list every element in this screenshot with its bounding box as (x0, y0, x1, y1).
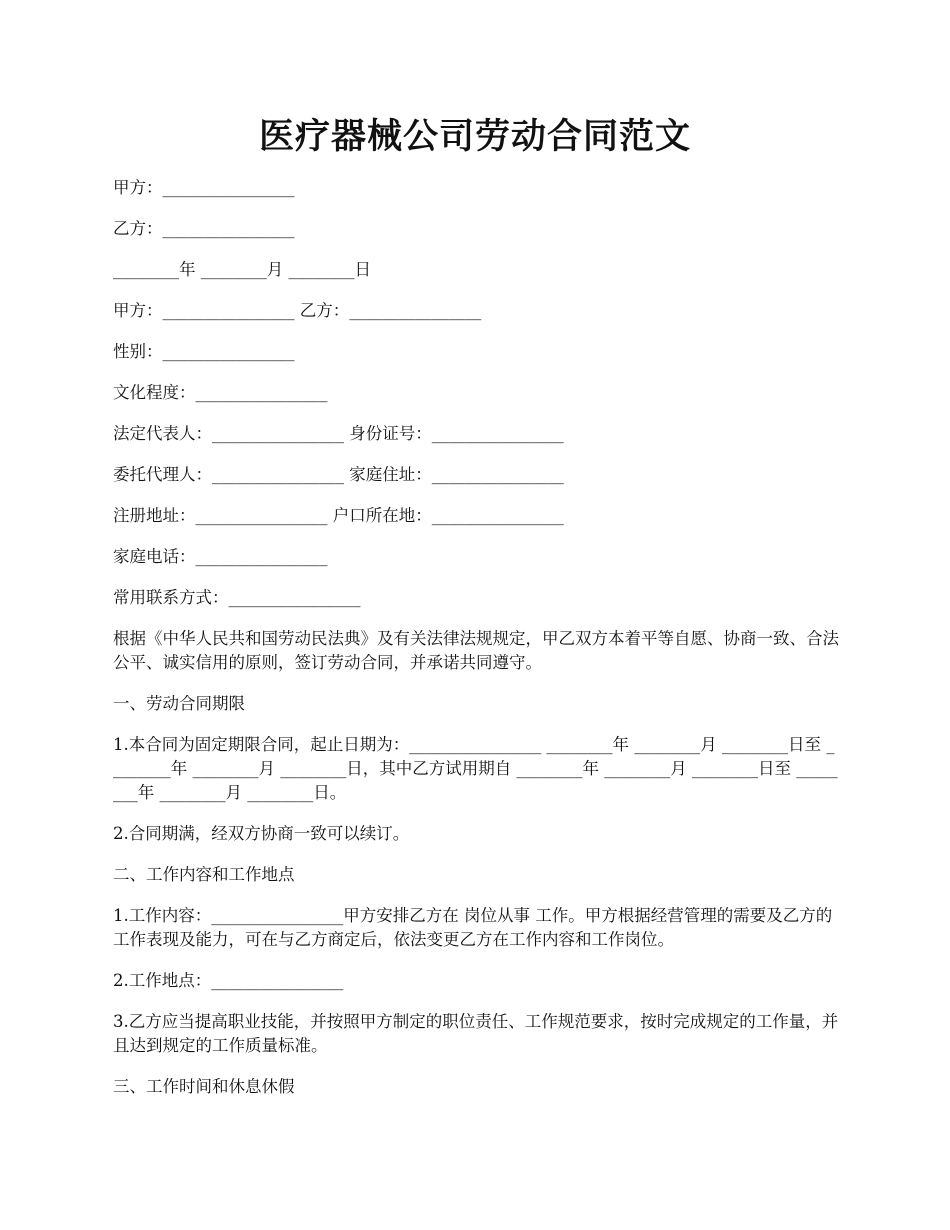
document-body (113, 176, 839, 1116)
work-clause-1: 1.工作内容：________________甲方安排乙方在 岗位从事 工作。甲方根据经营管理的需要及乙方的工作表现及能力，可在与乙方商定后，依法变更乙方在工作内容和工作岗位。 (113, 906, 833, 949)
education-line: 文化程度：________________ (113, 383, 328, 402)
document-title: 医疗器械公司劳动合同范文 (258, 116, 691, 157)
work-clause-2: 2.工作地点：________________ (113, 971, 344, 990)
gender-line: 性别：________________ (113, 342, 295, 361)
section-heading-term: 一、劳动合同期限 (113, 694, 245, 713)
party-a-line: 甲方：________________ (113, 178, 295, 197)
preamble-paragraph: 根据《中华人民共和国劳动民法典》及有关法律法规规定，甲乙双方本着平等自愿、协商一致、合法公平、诚实信用的原则，签订劳动合同，并承诺共同遵守。 (113, 629, 839, 672)
parties-line: 甲方：________________ 乙方：________________ (113, 301, 482, 320)
date-line: ________年 ________月 ________日 (113, 260, 371, 279)
address-line: 注册地址：________________ 户口所在地：________________ (113, 506, 564, 525)
section-heading-work: 二、工作内容和工作地点 (113, 865, 295, 884)
home-phone-line: 家庭电话：________________ (113, 547, 328, 566)
section-heading-hours: 三、工作时间和休息休假 (113, 1077, 295, 1096)
work-clause-3: 3.乙方应当提高职业技能，并按照甲方制定的职位责任、工作规范要求，按时完成规定的工作量，并且达到规定的工作质量标准。 (113, 1012, 839, 1055)
party-b-line: 乙方：________________ (113, 219, 295, 238)
agent-line: 委托代理人：________________ 家庭住址：________________ (113, 465, 564, 484)
term-clause-1: 1.本合同为固定期限合同，起止日期为：________________ ________年 ________月 ________日至 ________年 ________月 ________日，其中乙方试用期自 ________年 ________月 ________日至 ________年 ________月 ________日。 (113, 735, 838, 802)
contact-line: 常用联系方式：________________ (113, 588, 361, 607)
term-clause-2: 2.合同期满，经双方协商一致可以续订。 (113, 824, 410, 843)
legal-rep-line: 法定代表人：________________ 身份证号：________________ (113, 424, 564, 443)
